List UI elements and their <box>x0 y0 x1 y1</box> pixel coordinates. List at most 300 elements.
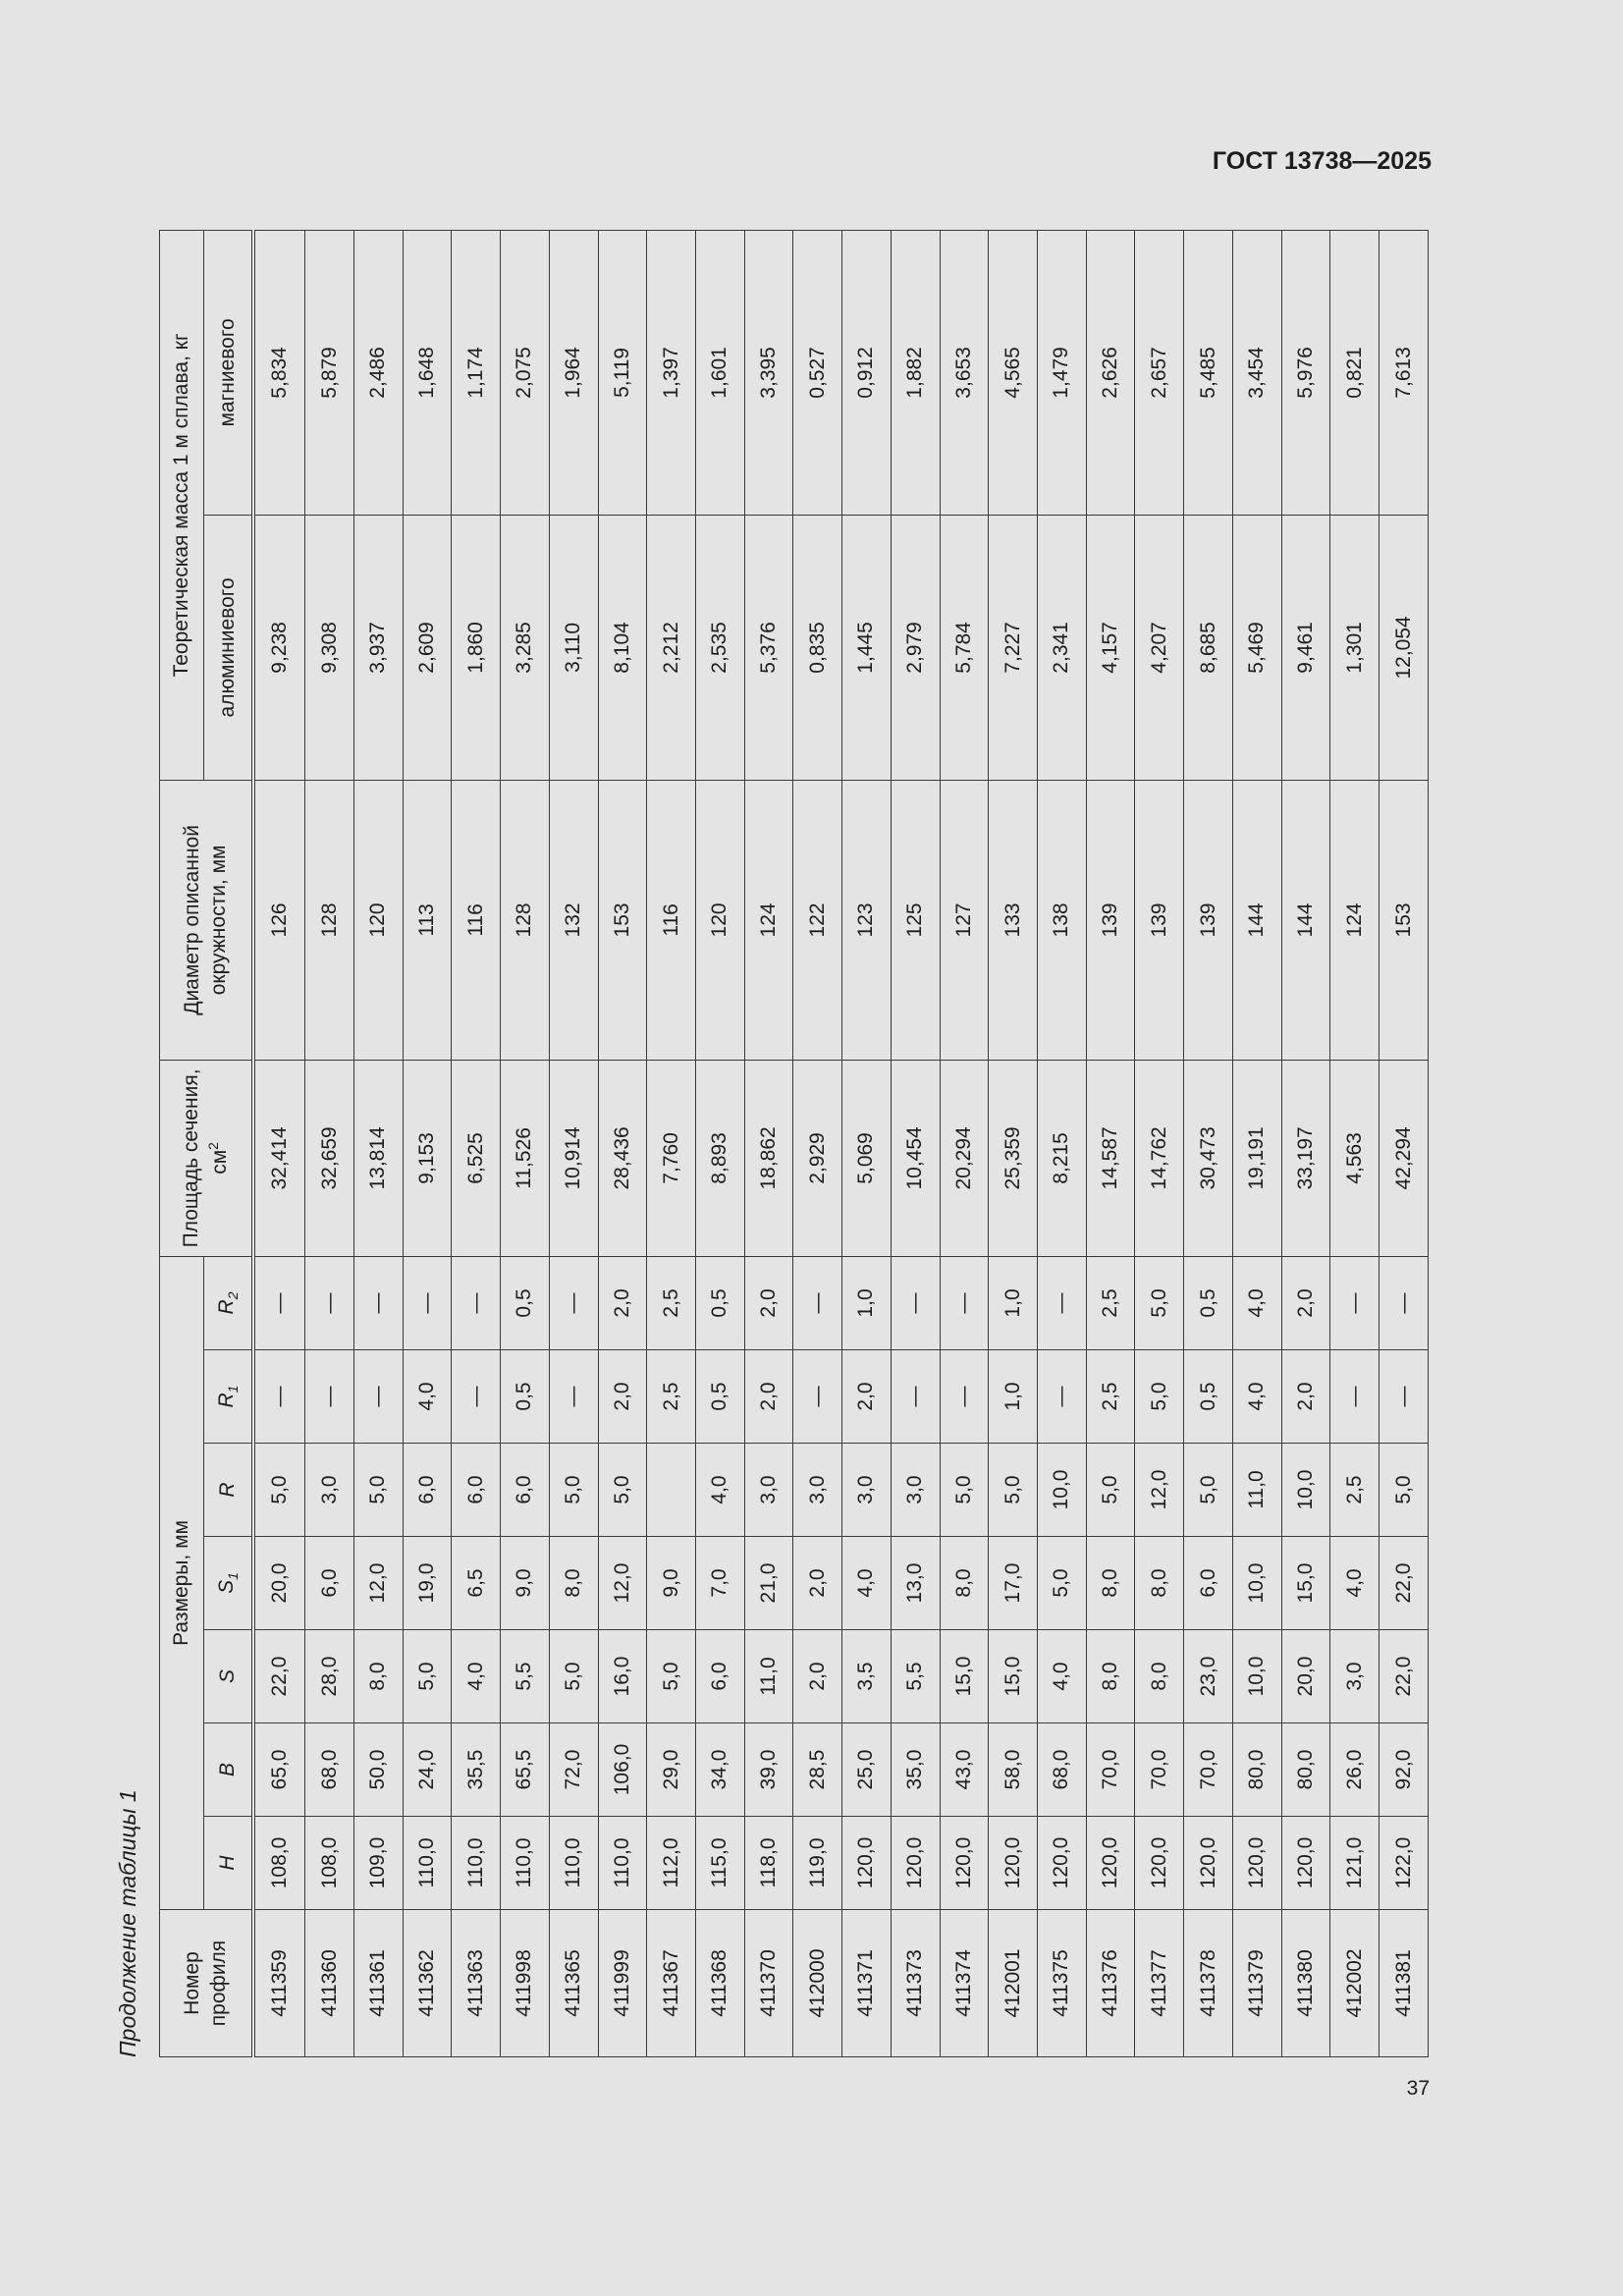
cell-profile-number: 411381 <box>1380 1910 1429 2057</box>
cell-b: 26,0 <box>1330 1723 1380 1817</box>
cell-b: 80,0 <box>1232 1723 1281 1817</box>
cell-h: 120,0 <box>1037 1817 1086 1910</box>
cell-r1: 1,0 <box>989 1350 1038 1444</box>
cell-profile-number: 411359 <box>253 1910 305 2057</box>
table-row <box>695 230 744 2056</box>
cell-r: 10,0 <box>1281 1444 1330 1537</box>
cell-s1: 2,0 <box>793 1537 842 1630</box>
cell-diameter: 139 <box>1086 780 1135 1060</box>
cell-b: 35,0 <box>891 1723 940 1817</box>
cell-r: 2,5 <box>1330 1444 1380 1537</box>
cell-area: 28,436 <box>598 1060 647 1256</box>
cell-area: 7,760 <box>647 1060 696 1256</box>
cell-s: 16,0 <box>598 1630 647 1723</box>
cell-mass-magnesium: 0,527 <box>793 230 842 515</box>
cell-b: 34,0 <box>695 1723 744 1817</box>
cell-h: 109,0 <box>353 1817 403 1910</box>
cell-s1: 20,0 <box>253 1537 305 1630</box>
cell-diameter: 139 <box>1184 780 1233 1060</box>
cell-area: 19,191 <box>1232 1060 1281 1256</box>
standard-code: ГОСТ 13738—2025 <box>1212 147 1432 175</box>
header-aluminum: алюминиевого <box>204 515 254 780</box>
cell-r: 5,0 <box>1184 1444 1233 1537</box>
cell-area: 11,526 <box>501 1060 550 1256</box>
cell-b: 43,0 <box>940 1723 989 1817</box>
cell-diameter: 123 <box>842 780 892 1060</box>
cell-mass-magnesium: 5,879 <box>305 230 354 515</box>
header-area: Площадь сечения, $см^2$ <box>160 1060 254 1256</box>
cell-r1: 0,5 <box>1184 1350 1233 1444</box>
cell-diameter: 144 <box>1232 780 1281 1060</box>
cell-b: 35,5 <box>452 1723 501 1817</box>
cell-r2: 1,0 <box>842 1256 892 1349</box>
cell-diameter: 120 <box>695 780 744 1060</box>
cell-s1: 15,0 <box>1281 1537 1330 1630</box>
cell-mass-magnesium: 2,626 <box>1086 230 1135 515</box>
header-h: H <box>204 1817 254 1910</box>
cell-r: 5,0 <box>353 1444 403 1537</box>
cell-h: 120,0 <box>1281 1817 1330 1910</box>
cell-profile-number: 411998 <box>501 1910 550 2057</box>
cell-r1: — <box>1037 1350 1086 1444</box>
cell-mass-aluminum: 12,054 <box>1380 515 1429 780</box>
cell-diameter: 116 <box>452 780 501 1060</box>
cell-r2: — <box>253 1256 305 1349</box>
table-row <box>793 230 842 2056</box>
cell-diameter: 126 <box>253 780 305 1060</box>
cell-profile-number: 411379 <box>1232 1910 1281 2057</box>
table-row <box>253 230 305 2056</box>
table-row <box>1184 230 1233 2056</box>
cell-s: 6,0 <box>695 1630 744 1723</box>
cell-diameter: 128 <box>501 780 550 1060</box>
cell-mass-magnesium: 5,485 <box>1184 230 1233 515</box>
table-row <box>452 230 501 2056</box>
cell-r1: — <box>353 1350 403 1444</box>
cell-r2: — <box>403 1256 452 1349</box>
header-dimensions: Размеры, мм <box>160 1256 204 1909</box>
cell-r: 5,0 <box>1380 1444 1429 1537</box>
cell-r2: 2,0 <box>1281 1256 1330 1349</box>
cell-h: 122,0 <box>1380 1817 1429 1910</box>
cell-s: 11,0 <box>744 1630 793 1723</box>
cell-b: 92,0 <box>1380 1723 1429 1817</box>
cell-r1: — <box>940 1350 989 1444</box>
header-b: B <box>204 1723 254 1817</box>
cell-s1: 8,0 <box>549 1537 598 1630</box>
cell-mass-aluminum: 3,937 <box>353 515 403 780</box>
cell-profile-number: 411370 <box>744 1910 793 2057</box>
cell-s: 5,5 <box>501 1630 550 1723</box>
cell-r1: 5,0 <box>1135 1350 1184 1444</box>
cell-b: 50,0 <box>353 1723 403 1817</box>
cell-s: 5,0 <box>549 1630 598 1723</box>
cell-r2: 2,5 <box>647 1256 696 1349</box>
cell-h: 120,0 <box>842 1817 892 1910</box>
header-r: R <box>204 1444 254 1537</box>
cell-s1: 13,0 <box>891 1537 940 1630</box>
cell-diameter: 139 <box>1135 780 1184 1060</box>
cell-area: 13,814 <box>353 1060 403 1256</box>
cell-r: 3,0 <box>891 1444 940 1537</box>
cell-s: 20,0 <box>1281 1630 1330 1723</box>
cell-mass-aluminum: 1,860 <box>452 515 501 780</box>
cell-r1: — <box>1330 1350 1380 1444</box>
cell-b: 70,0 <box>1184 1723 1233 1817</box>
header-diameter: Диаметр описанной окружности, мм <box>160 780 254 1060</box>
cell-diameter: 153 <box>1380 780 1429 1060</box>
cell-profile-number: 411380 <box>1281 1910 1330 2057</box>
cell-h: 108,0 <box>253 1817 305 1910</box>
cell-mass-magnesium: 5,976 <box>1281 230 1330 515</box>
cell-mass-magnesium: 3,395 <box>744 230 793 515</box>
cell-r1: 2,0 <box>842 1350 892 1444</box>
cell-s1: 6,0 <box>1184 1537 1233 1630</box>
cell-mass-magnesium: 3,454 <box>1232 230 1281 515</box>
cell-h: 120,0 <box>940 1817 989 1910</box>
cell-r1: — <box>891 1350 940 1444</box>
cell-diameter: 124 <box>744 780 793 1060</box>
cell-r: 10,0 <box>1037 1444 1086 1537</box>
cell-r2: — <box>793 1256 842 1349</box>
cell-area: 10,454 <box>891 1060 940 1256</box>
cell-s: 5,0 <box>403 1630 452 1723</box>
header-profile-number: Номер профиля <box>160 1910 254 2057</box>
cell-mass-aluminum: 7,227 <box>989 515 1038 780</box>
cell-diameter: 125 <box>891 780 940 1060</box>
cell-b: 80,0 <box>1281 1723 1330 1817</box>
cell-area: 10,914 <box>549 1060 598 1256</box>
cell-profile-number: 411365 <box>549 1910 598 2057</box>
cell-profile-number: 412000 <box>793 1910 842 2057</box>
table-row <box>501 230 550 2056</box>
cell-r: 12,0 <box>1135 1444 1184 1537</box>
cell-mass-aluminum: 4,207 <box>1135 515 1184 780</box>
cell-r: 5,0 <box>253 1444 305 1537</box>
cell-mass-aluminum: 5,376 <box>744 515 793 780</box>
cell-r2: — <box>353 1256 403 1349</box>
cell-r2: — <box>1380 1256 1429 1349</box>
cell-s: 4,0 <box>1037 1630 1086 1723</box>
table-row <box>1232 230 1281 2056</box>
cell-mass-aluminum: 9,238 <box>253 515 305 780</box>
cell-b: 68,0 <box>305 1723 354 1817</box>
rotated-table-block <box>108 231 1429 2057</box>
cell-profile-number: 411371 <box>842 1910 892 2057</box>
cell-r: 6,0 <box>403 1444 452 1537</box>
table-row <box>1380 230 1429 2056</box>
cell-area: 9,153 <box>403 1060 452 1256</box>
cell-r2: — <box>452 1256 501 1349</box>
cell-mass-aluminum: 8,104 <box>598 515 647 780</box>
cell-r2: 2,0 <box>598 1256 647 1349</box>
cell-r2: 2,5 <box>1086 1256 1135 1349</box>
cell-b: 70,0 <box>1086 1723 1135 1817</box>
cell-area: 14,762 <box>1135 1060 1184 1256</box>
cell-h: 120,0 <box>1086 1817 1135 1910</box>
cell-r2: 0,5 <box>1184 1256 1233 1349</box>
cell-r1: 4,0 <box>403 1350 452 1444</box>
cell-profile-number: 411373 <box>891 1910 940 2057</box>
cell-s: 8,0 <box>353 1630 403 1723</box>
table-body <box>253 230 1429 2056</box>
cell-area: 5,069 <box>842 1060 892 1256</box>
cell-mass-magnesium: 2,657 <box>1135 230 1184 515</box>
cell-mass-aluminum: 0,835 <box>793 515 842 780</box>
cell-r: 3,0 <box>842 1444 892 1537</box>
cell-profile-number: 411363 <box>452 1910 501 2057</box>
cell-mass-aluminum: 2,341 <box>1037 515 1086 780</box>
cell-h: 118,0 <box>744 1817 793 1910</box>
cell-h: 120,0 <box>1184 1817 1233 1910</box>
table-row <box>403 230 452 2056</box>
cell-r: 4,0 <box>695 1444 744 1537</box>
cell-profile-number: 412002 <box>1330 1910 1380 2057</box>
cell-mass-magnesium: 1,479 <box>1037 230 1086 515</box>
table-row <box>1135 230 1184 2056</box>
cell-profile-number: 411374 <box>940 1910 989 2057</box>
cell-r: 3,0 <box>744 1444 793 1537</box>
cell-mass-magnesium: 1,882 <box>891 230 940 515</box>
cell-profile-number: 411361 <box>353 1910 403 2057</box>
cell-area: 32,659 <box>305 1060 354 1256</box>
cell-s1: 21,0 <box>744 1537 793 1630</box>
cell-profile-number: 411378 <box>1184 1910 1233 2057</box>
cell-mass-aluminum: 2,609 <box>403 515 452 780</box>
cell-mass-magnesium: 3,653 <box>940 230 989 515</box>
table-row <box>305 230 354 2056</box>
table-row <box>647 230 696 2056</box>
header-r1: $R_1$ <box>204 1350 254 1444</box>
cell-r2: 1,0 <box>989 1256 1038 1349</box>
cell-profile-number: 411999 <box>598 1910 647 2057</box>
cell-s1: 6,5 <box>452 1537 501 1630</box>
cell-h: 110,0 <box>598 1817 647 1910</box>
header-magnesium: магниевого <box>204 230 254 515</box>
cell-mass-magnesium: 7,613 <box>1380 230 1429 515</box>
cell-r: 5,0 <box>549 1444 598 1537</box>
cell-area: 25,359 <box>989 1060 1038 1256</box>
cell-mass-aluminum: 9,308 <box>305 515 354 780</box>
cell-area: 8,215 <box>1037 1060 1086 1256</box>
cell-mass-magnesium: 0,912 <box>842 230 892 515</box>
cell-b: 65,5 <box>501 1723 550 1817</box>
cell-profile-number: 411362 <box>403 1910 452 2057</box>
cell-b: 28,5 <box>793 1723 842 1817</box>
cell-diameter: 133 <box>989 780 1038 1060</box>
cell-s1: 19,0 <box>403 1537 452 1630</box>
cell-mass-magnesium: 0,821 <box>1330 230 1380 515</box>
cell-mass-aluminum: 4,157 <box>1086 515 1135 780</box>
cell-area: 30,473 <box>1184 1060 1233 1256</box>
cell-r2: — <box>940 1256 989 1349</box>
cell-profile-number: 411377 <box>1135 1910 1184 2057</box>
cell-b: 25,0 <box>842 1723 892 1817</box>
cell-diameter: 116 <box>647 780 696 1060</box>
cell-r1: 0,5 <box>501 1350 550 1444</box>
cell-s1: 12,0 <box>598 1537 647 1630</box>
cell-area: 2,929 <box>793 1060 842 1256</box>
cell-h: 110,0 <box>452 1817 501 1910</box>
cell-h: 110,0 <box>501 1817 550 1910</box>
cell-h: 110,0 <box>403 1817 452 1910</box>
cell-s: 22,0 <box>253 1630 305 1723</box>
cell-mass-magnesium: 1,964 <box>549 230 598 515</box>
table-row <box>353 230 403 2056</box>
cell-mass-aluminum: 2,535 <box>695 515 744 780</box>
cell-mass-aluminum: 3,285 <box>501 515 550 780</box>
cell-mass-magnesium: 5,834 <box>253 230 305 515</box>
cell-r: 5,0 <box>1086 1444 1135 1537</box>
cell-area: 20,294 <box>940 1060 989 1256</box>
cell-r2: 0,5 <box>501 1256 550 1349</box>
cell-profile-number: 411376 <box>1086 1910 1135 2057</box>
cell-b: 24,0 <box>403 1723 452 1817</box>
cell-h: 120,0 <box>891 1817 940 1910</box>
cell-r: 11,0 <box>1232 1444 1281 1537</box>
cell-s1: 4,0 <box>1330 1537 1380 1630</box>
cell-b: 70,0 <box>1135 1723 1184 1817</box>
cell-s: 8,0 <box>1086 1630 1135 1723</box>
cell-s1: 4,0 <box>842 1537 892 1630</box>
cell-s: 10,0 <box>1232 1630 1281 1723</box>
cell-area: 6,525 <box>452 1060 501 1256</box>
cell-r1: — <box>253 1350 305 1444</box>
cell-b: 65,0 <box>253 1723 305 1817</box>
cell-s1: 10,0 <box>1232 1537 1281 1630</box>
cell-r1: — <box>1380 1350 1429 1444</box>
cell-s: 5,0 <box>647 1630 696 1723</box>
cell-diameter: 120 <box>353 780 403 1060</box>
cell-r1: 2,5 <box>647 1350 696 1444</box>
header-s: S <box>204 1630 254 1723</box>
cell-profile-number: 412001 <box>989 1910 1038 2057</box>
cell-mass-aluminum: 8,685 <box>1184 515 1233 780</box>
cell-r1: — <box>305 1350 354 1444</box>
cell-r <box>647 1444 696 1537</box>
cell-s: 23,0 <box>1184 1630 1233 1723</box>
cell-area: 32,414 <box>253 1060 305 1256</box>
cell-h: 120,0 <box>1135 1817 1184 1910</box>
cell-s: 4,0 <box>452 1630 501 1723</box>
cell-mass-aluminum: 9,461 <box>1281 515 1330 780</box>
cell-area: 33,197 <box>1281 1060 1330 1256</box>
cell-s: 8,0 <box>1135 1630 1184 1723</box>
cell-h: 121,0 <box>1330 1817 1380 1910</box>
cell-area: 18,862 <box>744 1060 793 1256</box>
cell-diameter: 138 <box>1037 780 1086 1060</box>
table-row <box>744 230 793 2056</box>
cell-b: 58,0 <box>989 1723 1038 1817</box>
cell-h: 110,0 <box>549 1817 598 1910</box>
table-row <box>1086 230 1135 2056</box>
cell-mass-aluminum: 5,784 <box>940 515 989 780</box>
cell-mass-magnesium: 5,119 <box>598 230 647 515</box>
page-number: 37 <box>1406 2077 1430 2100</box>
cell-s1: 9,0 <box>501 1537 550 1630</box>
cell-mass-magnesium: 2,486 <box>353 230 403 515</box>
header-s1: $S_1$ <box>204 1537 254 1630</box>
cell-diameter: 122 <box>793 780 842 1060</box>
cell-h: 120,0 <box>1232 1817 1281 1910</box>
table-row <box>549 230 598 2056</box>
cell-mass-magnesium: 1,397 <box>647 230 696 515</box>
cell-r2: — <box>1037 1256 1086 1349</box>
cell-r2: 2,0 <box>744 1256 793 1349</box>
cell-s: 15,0 <box>940 1630 989 1723</box>
cell-r1: — <box>793 1350 842 1444</box>
cell-r2: 4,0 <box>1232 1256 1281 1349</box>
cell-r1: 2,0 <box>598 1350 647 1444</box>
cell-mass-aluminum: 2,212 <box>647 515 696 780</box>
cell-s1: 9,0 <box>647 1537 696 1630</box>
cell-diameter: 113 <box>403 780 452 1060</box>
cell-profile-number: 411375 <box>1037 1910 1086 2057</box>
cell-r1: — <box>549 1350 598 1444</box>
cell-r: 5,0 <box>598 1444 647 1537</box>
cell-r: 3,0 <box>793 1444 842 1537</box>
cell-r2: 5,0 <box>1135 1256 1184 1349</box>
cell-s: 3,0 <box>1330 1630 1380 1723</box>
cell-r1: 2,0 <box>1281 1350 1330 1444</box>
table-row <box>1037 230 1086 2056</box>
cell-s1: 17,0 <box>989 1537 1038 1630</box>
cell-profile-number: 411368 <box>695 1910 744 2057</box>
cell-s: 5,5 <box>891 1630 940 1723</box>
cell-mass-magnesium: 2,075 <box>501 230 550 515</box>
cell-mass-magnesium: 1,601 <box>695 230 744 515</box>
cell-profile-number: 411367 <box>647 1910 696 2057</box>
cell-mass-magnesium: 4,565 <box>989 230 1038 515</box>
cell-s1: 5,0 <box>1037 1537 1086 1630</box>
cell-area: 14,587 <box>1086 1060 1135 1256</box>
cell-r: 6,0 <box>452 1444 501 1537</box>
table-row <box>989 230 1038 2056</box>
cell-r1: 4,0 <box>1232 1350 1281 1444</box>
header-mass: Теоретическая масса 1 м сплава, кг <box>160 230 204 780</box>
cell-r: 5,0 <box>989 1444 1038 1537</box>
cell-s1: 7,0 <box>695 1537 744 1630</box>
cell-h: 108,0 <box>305 1817 354 1910</box>
cell-r1: 2,5 <box>1086 1350 1135 1444</box>
cell-b: 68,0 <box>1037 1723 1086 1817</box>
cell-profile-number: 411360 <box>305 1910 354 2057</box>
table-row <box>891 230 940 2056</box>
cell-r1: 0,5 <box>695 1350 744 1444</box>
cell-s1: 8,0 <box>1135 1537 1184 1630</box>
cell-mass-aluminum: 3,110 <box>549 515 598 780</box>
cell-s1: 6,0 <box>305 1537 354 1630</box>
cell-mass-magnesium: 1,174 <box>452 230 501 515</box>
cell-h: 112,0 <box>647 1817 696 1910</box>
cell-s1: 8,0 <box>1086 1537 1135 1630</box>
cell-area: 4,563 <box>1330 1060 1380 1256</box>
cell-h: 115,0 <box>695 1817 744 1910</box>
cell-r: 3,0 <box>305 1444 354 1537</box>
cell-b: 29,0 <box>647 1723 696 1817</box>
cell-mass-aluminum: 2,979 <box>891 515 940 780</box>
cell-r2: — <box>305 1256 354 1349</box>
cell-diameter: 153 <box>598 780 647 1060</box>
cell-r: 6,0 <box>501 1444 550 1537</box>
cell-b: 39,0 <box>744 1723 793 1817</box>
cell-s: 2,0 <box>793 1630 842 1723</box>
cell-r1: — <box>452 1350 501 1444</box>
cell-r2: — <box>891 1256 940 1349</box>
table-row <box>1281 230 1330 2056</box>
cell-s1: 8,0 <box>940 1537 989 1630</box>
table-row <box>940 230 989 2056</box>
